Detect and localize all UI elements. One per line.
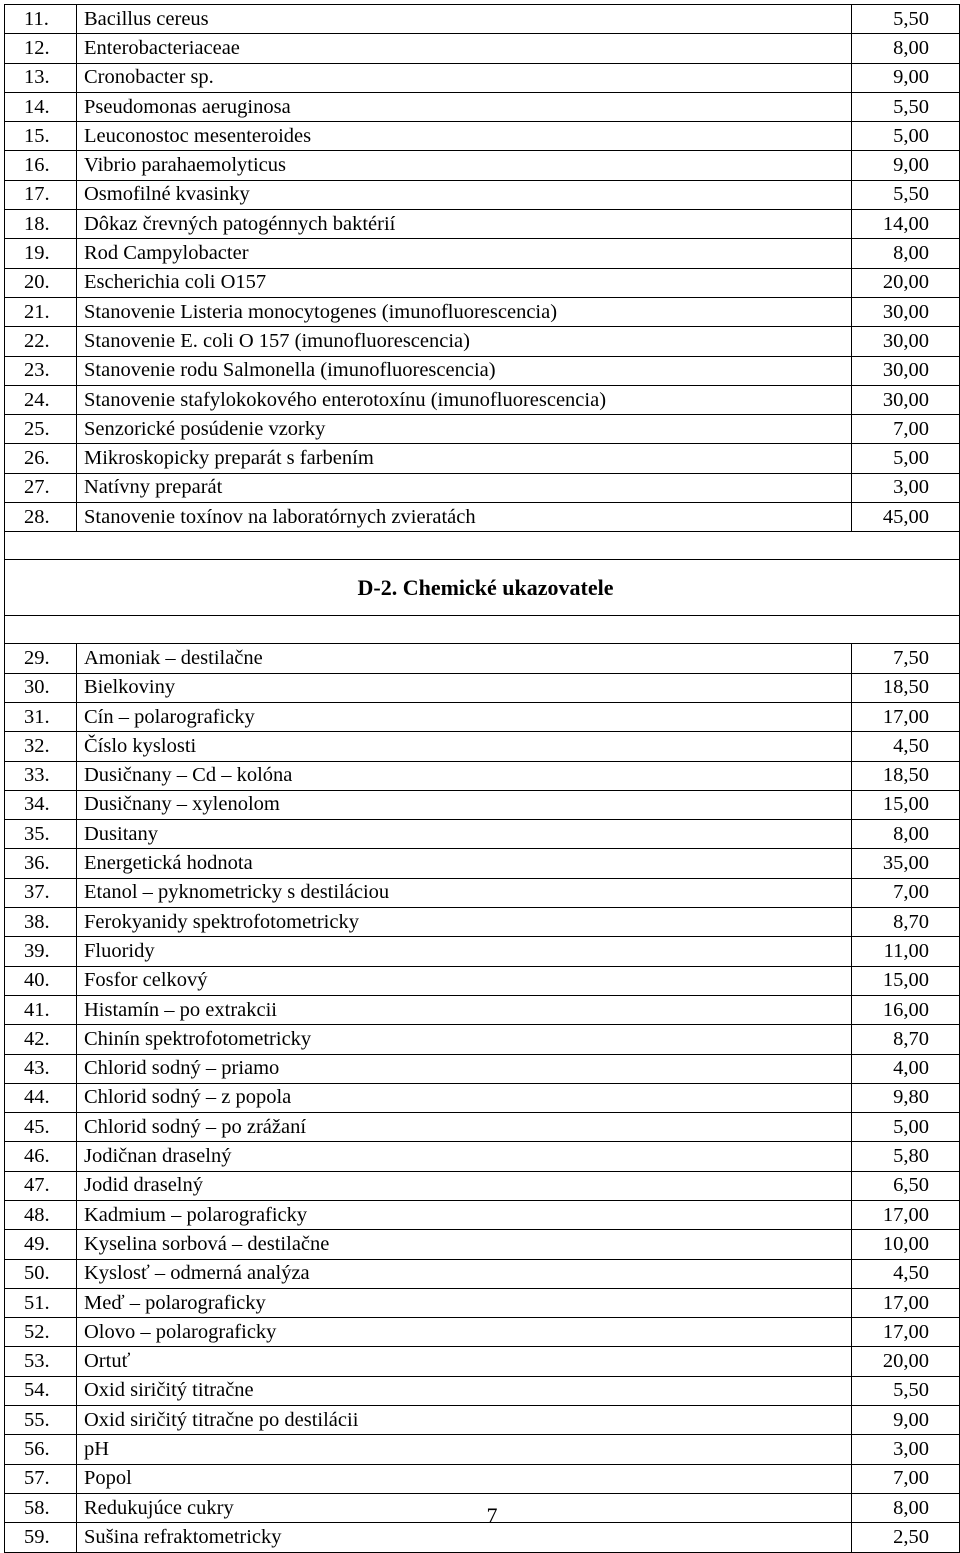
row-number: 34. xyxy=(5,790,77,819)
row-number: 50. xyxy=(5,1259,77,1288)
row-name: Bielkoviny xyxy=(77,673,852,702)
row-name: Ortuť xyxy=(77,1347,852,1376)
table-row xyxy=(5,1083,960,1112)
row-price: 30,00 xyxy=(852,385,960,414)
table-row xyxy=(5,644,960,673)
table-row xyxy=(5,1230,960,1259)
row-number: 17. xyxy=(5,180,77,209)
row-number: 44. xyxy=(5,1083,77,1112)
row-price: 5,50 xyxy=(852,5,960,34)
row-number: 11. xyxy=(5,5,77,34)
table-row xyxy=(5,966,960,995)
row-number: 14. xyxy=(5,92,77,121)
row-price: 9,80 xyxy=(852,1083,960,1112)
row-name: Etanol – pyknometricky s destiláciou xyxy=(77,878,852,907)
row-name: Stanovenie Listeria monocytogenes (imunofluorescencia) xyxy=(77,297,852,326)
row-name: Chlorid sodný – priamo xyxy=(77,1054,852,1083)
row-price: 17,00 xyxy=(852,1200,960,1229)
row-name: Dôkaz črevných patogénnych baktérií xyxy=(77,210,852,239)
table-row xyxy=(5,732,960,761)
row-number: 45. xyxy=(5,1113,77,1142)
row-name: Cín – polarograficky xyxy=(77,702,852,731)
row-price: 5,00 xyxy=(852,122,960,151)
section-block xyxy=(5,560,960,644)
row-name: Chlorid sodný – z popola xyxy=(77,1083,852,1112)
row-name: Redukujúce cukry xyxy=(77,1493,852,1522)
table-row xyxy=(5,878,960,907)
table-row xyxy=(5,1435,960,1464)
row-price: 17,00 xyxy=(852,1318,960,1347)
row-name: Stanovenie stafylokokového enterotoxínu (imunofluorescencia) xyxy=(77,385,852,414)
table-row xyxy=(5,1142,960,1171)
row-price: 7,50 xyxy=(852,644,960,673)
row-price: 4,00 xyxy=(852,1054,960,1083)
row-name: Sušina refraktometricky xyxy=(77,1523,852,1552)
row-name: Energetická hodnota xyxy=(77,849,852,878)
row-price: 7,00 xyxy=(852,415,960,444)
row-number: 23. xyxy=(5,356,77,385)
row-number: 36. xyxy=(5,849,77,878)
row-number: 38. xyxy=(5,908,77,937)
table-row xyxy=(5,1288,960,1317)
row-price: 15,00 xyxy=(852,790,960,819)
section-header xyxy=(5,560,960,616)
row-price: 7,00 xyxy=(852,1464,960,1493)
table-row xyxy=(5,908,960,937)
row-price: 2,50 xyxy=(852,1523,960,1552)
table-row xyxy=(5,1054,960,1083)
spacer-cell xyxy=(5,616,960,644)
row-name: Histamín – po extrakcii xyxy=(77,995,852,1024)
row-price: 5,50 xyxy=(852,180,960,209)
table-row xyxy=(5,444,960,473)
row-price: 15,00 xyxy=(852,966,960,995)
table-row xyxy=(5,239,960,268)
row-name: Chinín spektrofotometricky xyxy=(77,1025,852,1054)
row-number: 40. xyxy=(5,966,77,995)
page-number: 7 xyxy=(486,1503,498,1528)
table-row xyxy=(5,5,960,34)
table-row xyxy=(5,995,960,1024)
table-row xyxy=(5,1347,960,1376)
table-row xyxy=(5,151,960,180)
row-name: Escherichia coli O157 xyxy=(77,268,852,297)
row-name: Dusičnany – Cd – kolóna xyxy=(77,761,852,790)
row-number: 30. xyxy=(5,673,77,702)
row-price: 35,00 xyxy=(852,849,960,878)
row-name: Fluoridy xyxy=(77,937,852,966)
row-name: Senzorické posúdenie vzorky xyxy=(77,415,852,444)
row-price: 5,00 xyxy=(852,444,960,473)
row-price: 9,00 xyxy=(852,1406,960,1435)
row-number: 52. xyxy=(5,1318,77,1347)
table-row xyxy=(5,1318,960,1347)
row-number: 42. xyxy=(5,1025,77,1054)
table-row xyxy=(5,268,960,297)
row-number: 58. xyxy=(5,1493,77,1522)
row-name: Stanovenie E. coli O 157 (imunofluorescencia) xyxy=(77,327,852,356)
row-number: 27. xyxy=(5,473,77,502)
row-name: Oxid siričitý titračne xyxy=(77,1376,852,1405)
table-row xyxy=(5,92,960,121)
table-row xyxy=(5,473,960,502)
row-number: 32. xyxy=(5,732,77,761)
row-name: Rod Campylobacter xyxy=(77,239,852,268)
row-number: 47. xyxy=(5,1171,77,1200)
row-number: 16. xyxy=(5,151,77,180)
row-number: 39. xyxy=(5,937,77,966)
section-title: D-2. Chemické ukazovatele xyxy=(5,560,960,616)
row-price: 17,00 xyxy=(852,1288,960,1317)
row-name: Kyslosť – odmerná analýza xyxy=(77,1259,852,1288)
row-name: Číslo kyslosti xyxy=(77,732,852,761)
row-number: 48. xyxy=(5,1200,77,1229)
row-number: 31. xyxy=(5,702,77,731)
row-number: 53. xyxy=(5,1347,77,1376)
row-price: 18,50 xyxy=(852,673,960,702)
row-price: 8,00 xyxy=(852,34,960,63)
row-number: 29. xyxy=(5,644,77,673)
row-price: 14,00 xyxy=(852,210,960,239)
row-name: Cronobacter sp. xyxy=(77,63,852,92)
row-number: 56. xyxy=(5,1435,77,1464)
row-price: 9,00 xyxy=(852,63,960,92)
row-name: Kadmium – polarograficky xyxy=(77,1200,852,1229)
spacer-row xyxy=(5,532,960,560)
row-name: Fosfor celkový xyxy=(77,966,852,995)
price-table xyxy=(4,4,960,1553)
table-row xyxy=(5,503,960,532)
table-row xyxy=(5,34,960,63)
row-name: Ferokyanidy spektrofotometricky xyxy=(77,908,852,937)
row-price: 5,50 xyxy=(852,92,960,121)
table-row xyxy=(5,1259,960,1288)
table-row xyxy=(5,937,960,966)
chemical-rows xyxy=(5,644,960,1552)
row-price: 20,00 xyxy=(852,268,960,297)
row-price: 20,00 xyxy=(852,1347,960,1376)
row-price: 5,80 xyxy=(852,1142,960,1171)
row-price: 30,00 xyxy=(852,356,960,385)
row-number: 24. xyxy=(5,385,77,414)
table-row xyxy=(5,415,960,444)
spacer-row xyxy=(5,616,960,644)
table-row xyxy=(5,1376,960,1405)
row-number: 54. xyxy=(5,1376,77,1405)
table-row xyxy=(5,790,960,819)
row-price: 8,70 xyxy=(852,908,960,937)
row-name: Vibrio parahaemolyticus xyxy=(77,151,852,180)
row-number: 41. xyxy=(5,995,77,1024)
row-number: 57. xyxy=(5,1464,77,1493)
row-number: 20. xyxy=(5,268,77,297)
table-row xyxy=(5,122,960,151)
row-number: 19. xyxy=(5,239,77,268)
row-price: 5,00 xyxy=(852,1113,960,1142)
row-price: 30,00 xyxy=(852,297,960,326)
row-number: 28. xyxy=(5,503,77,532)
table-row xyxy=(5,180,960,209)
row-price: 5,50 xyxy=(852,1376,960,1405)
row-price: 3,00 xyxy=(852,473,960,502)
row-price: 3,00 xyxy=(852,1435,960,1464)
row-number: 59. xyxy=(5,1523,77,1552)
row-price: 9,00 xyxy=(852,151,960,180)
table-row xyxy=(5,820,960,849)
table-row xyxy=(5,1171,960,1200)
row-name: Stanovenie toxínov na laboratórnych zvieratách xyxy=(77,503,852,532)
row-price: 17,00 xyxy=(852,702,960,731)
row-number: 26. xyxy=(5,444,77,473)
row-name: Osmofilné kvasinky xyxy=(77,180,852,209)
row-price: 8,00 xyxy=(852,1493,960,1522)
row-name: Oxid siričitý titračne po destilácii xyxy=(77,1406,852,1435)
table-row xyxy=(5,1113,960,1142)
table-row xyxy=(5,673,960,702)
row-price: 18,50 xyxy=(852,761,960,790)
table-row xyxy=(5,327,960,356)
row-price: 4,50 xyxy=(852,732,960,761)
row-number: 15. xyxy=(5,122,77,151)
table-row xyxy=(5,1200,960,1229)
row-name: Jodid draselný xyxy=(77,1171,852,1200)
row-number: 46. xyxy=(5,1142,77,1171)
row-price: 11,00 xyxy=(852,937,960,966)
row-price: 6,50 xyxy=(852,1171,960,1200)
row-number: 18. xyxy=(5,210,77,239)
row-number: 22. xyxy=(5,327,77,356)
row-name: Dusitany xyxy=(77,820,852,849)
row-number: 51. xyxy=(5,1288,77,1317)
row-number: 13. xyxy=(5,63,77,92)
row-name: Olovo – polarograficky xyxy=(77,1318,852,1347)
row-price: 10,00 xyxy=(852,1230,960,1259)
row-name: Enterobacteriaceae xyxy=(77,34,852,63)
row-name: Stanovenie rodu Salmonella (imunofluorescencia) xyxy=(77,356,852,385)
table-row xyxy=(5,297,960,326)
table-row xyxy=(5,1464,960,1493)
row-price: 16,00 xyxy=(852,995,960,1024)
table-row xyxy=(5,849,960,878)
row-number: 37. xyxy=(5,878,77,907)
table-row xyxy=(5,761,960,790)
table-row xyxy=(5,1406,960,1435)
row-price: 45,00 xyxy=(852,503,960,532)
row-name: Kyselina sorbová – destilačne xyxy=(77,1230,852,1259)
spacer-cell xyxy=(5,532,960,560)
row-number: 49. xyxy=(5,1230,77,1259)
row-name: Pseudomonas aeruginosa xyxy=(77,92,852,121)
row-name: Jodičnan draselný xyxy=(77,1142,852,1171)
row-name: Popol xyxy=(77,1464,852,1493)
row-number: 12. xyxy=(5,34,77,63)
row-name: Mikroskopicky preparát s farbením xyxy=(77,444,852,473)
row-number: 21. xyxy=(5,297,77,326)
row-price: 30,00 xyxy=(852,327,960,356)
row-name: Bacillus cereus xyxy=(77,5,852,34)
row-number: 55. xyxy=(5,1406,77,1435)
table-row xyxy=(5,702,960,731)
row-price: 8,70 xyxy=(852,1025,960,1054)
row-price: 8,00 xyxy=(852,239,960,268)
table-row xyxy=(5,356,960,385)
row-number: 35. xyxy=(5,820,77,849)
row-name: Meď – polarograficky xyxy=(77,1288,852,1317)
row-number: 43. xyxy=(5,1054,77,1083)
row-name: Natívny preparát xyxy=(77,473,852,502)
row-price: 7,00 xyxy=(852,878,960,907)
row-name: Amoniak – destilačne xyxy=(77,644,852,673)
table-row xyxy=(5,210,960,239)
row-price: 4,50 xyxy=(852,1259,960,1288)
table-row xyxy=(5,1025,960,1054)
row-number: 25. xyxy=(5,415,77,444)
row-name: Dusičnany – xylenolom xyxy=(77,790,852,819)
table-row xyxy=(5,63,960,92)
table-row xyxy=(5,385,960,414)
row-number: 33. xyxy=(5,761,77,790)
row-name: Chlorid sodný – po zrážaní xyxy=(77,1113,852,1142)
row-price: 8,00 xyxy=(852,820,960,849)
row-name: pH xyxy=(77,1435,852,1464)
row-name: Leuconostoc mesenteroides xyxy=(77,122,852,151)
microbiology-rows xyxy=(5,5,960,560)
